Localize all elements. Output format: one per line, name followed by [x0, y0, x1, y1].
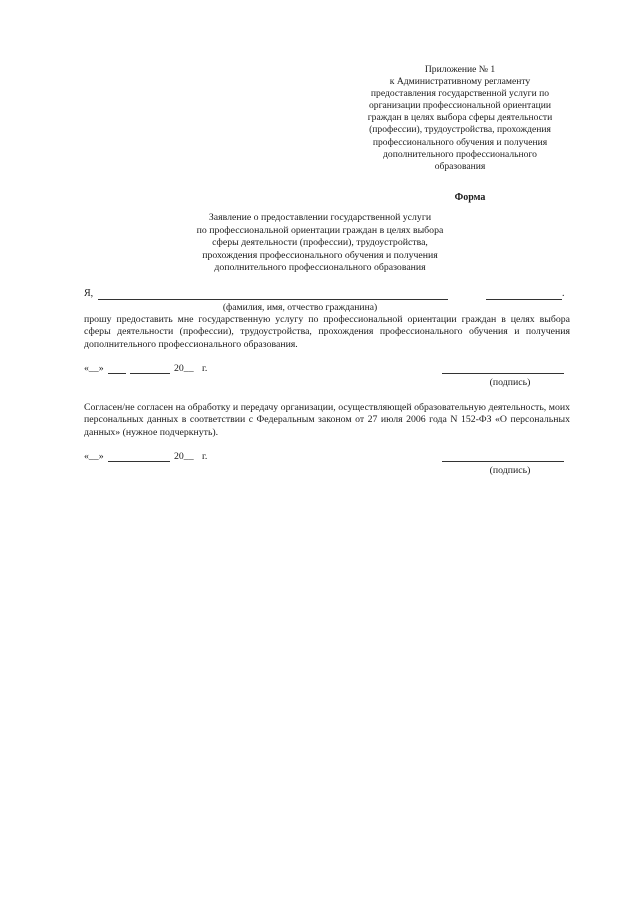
applicant-prefix: Я, — [84, 288, 94, 299]
date-month-field[interactable] — [108, 461, 170, 462]
applicant-name-field[interactable] — [98, 299, 448, 300]
consent-paragraph: Согласен/не согласен на обработку и передачу организации, осуществляющей образовательную деятельность, моих персональных данных в соответствии с Федеральным законом от 27 июля 2006 года N 152-ФЗ «О персональных данных» (нужное подчеркнуть). — [84, 402, 570, 438]
signature-field-2[interactable] — [442, 461, 564, 462]
request-paragraph: прошу предоставить мне государственную услугу по профессиональной ориентации граждан в целях выбора сферы деятельности (профессии), трудоустройства, прохождения профессионального обучения и получения дополнительного профессионального образования. — [84, 314, 570, 350]
applicant-end-mark: . — [562, 288, 565, 299]
title-line: прохождения профессионального обучения и получения — [202, 249, 438, 261]
title-line: Заявление о предоставлении государственной услуги — [208, 212, 432, 223]
date-month-field-a[interactable] — [108, 373, 126, 374]
appendix-line: профессионального обучения и получения — [372, 136, 548, 148]
appendix-line: дополнительного профессионального — [383, 148, 537, 160]
date-year-suffix: г. — [202, 451, 208, 462]
date-year-suffix: г. — [202, 363, 208, 374]
appendix-line: образования — [434, 160, 486, 172]
appendix-line: (профессии), трудоустройства, прохождения — [369, 124, 551, 136]
date-row-1 — [84, 363, 284, 377]
appendix-line: предоставления государственной услуги по — [370, 88, 550, 100]
signature-caption-2: (подпись) — [489, 465, 531, 476]
date-row-2 — [84, 451, 284, 465]
title-line: сферы деятельности (профессии), трудоустройства, — [212, 237, 428, 249]
appendix-line: к Административному регламенту — [389, 76, 531, 88]
appendix-line: граждан в целях выбора сферы деятельности — [367, 112, 553, 124]
signature-field-1[interactable] — [442, 373, 564, 374]
signature-caption-1: (подпись) — [489, 377, 531, 388]
date-year-field[interactable]: 20__ — [174, 451, 194, 462]
appendix-header — [350, 64, 570, 173]
applicant-name-field-extra[interactable] — [486, 299, 562, 300]
applicant-name-row — [84, 288, 574, 302]
date-day-field[interactable]: «__» — [84, 363, 104, 374]
date-day-field[interactable]: «__» — [84, 451, 104, 462]
date-month-field-b[interactable] — [130, 373, 170, 374]
appendix-line: организации профессиональной ориентации — [369, 100, 551, 112]
title-line: по профессиональной ориентации граждан в целях выбора — [196, 224, 444, 236]
title-line: дополнительного профессионального образования — [214, 262, 426, 274]
appendix-line: Приложение № 1 — [424, 64, 496, 75]
applicant-name-caption: (фамилия, имя, отчество гражданина) — [222, 302, 378, 313]
document-title — [150, 212, 490, 275]
date-year-field[interactable]: 20__ — [174, 363, 194, 374]
form-heading: Форма — [454, 192, 486, 203]
